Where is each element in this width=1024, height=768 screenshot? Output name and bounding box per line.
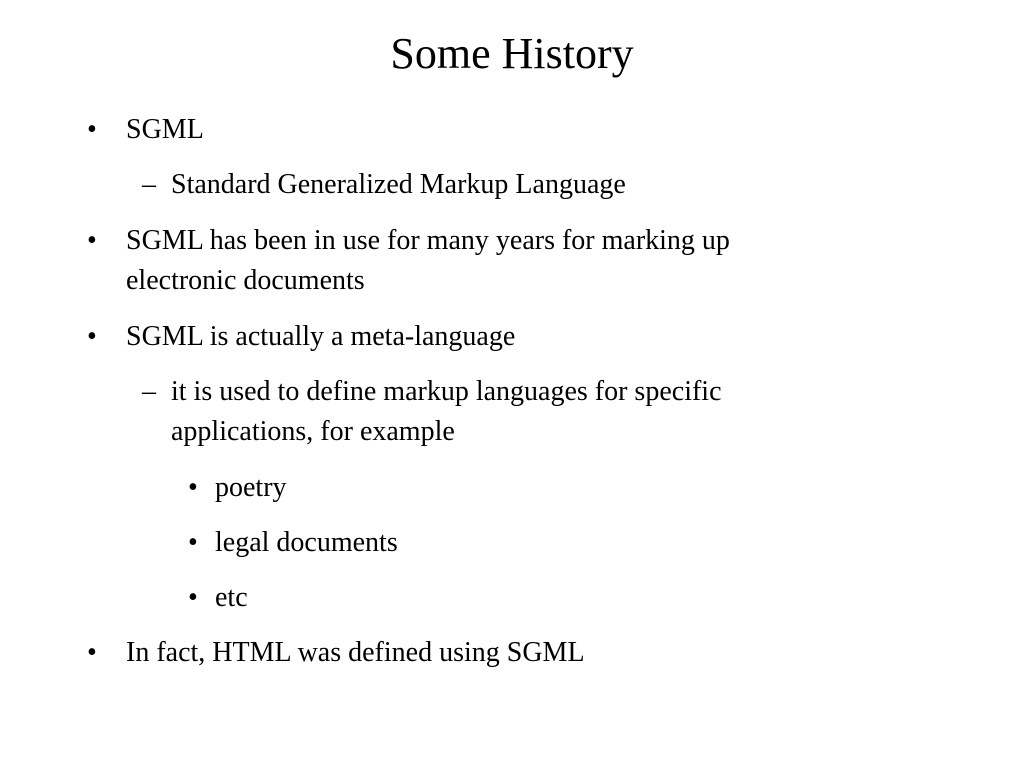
sub-item-text: Standard Generalized Markup Language <box>171 169 626 200</box>
sub-item-text-line: applications, for example <box>171 416 455 447</box>
sub-sub-item-text: poetry <box>215 472 287 503</box>
bullet-icon: • <box>87 321 97 352</box>
bullet-icon: • <box>188 472 198 503</box>
bullet-icon: • <box>188 582 198 613</box>
sub-item-text-line: it is used to define markup languages for specific <box>171 376 722 407</box>
bullet-text-line: electronic documents <box>126 265 365 296</box>
bullet-text: SGML is actually a meta-language <box>126 321 516 352</box>
bullet-icon: • <box>87 637 97 668</box>
bullet-icon: • <box>87 114 97 145</box>
bullet-text: SGML <box>126 114 204 145</box>
bullet-text-line: SGML has been in use for many years for marking up <box>126 225 730 256</box>
bullet-text <box>126 221 906 301</box>
sub-item-text <box>171 372 871 452</box>
dash-icon: – <box>142 376 156 407</box>
dash-icon: – <box>142 169 156 200</box>
bullet-icon: • <box>188 527 198 558</box>
sub-sub-item-text: legal documents <box>215 527 398 558</box>
bullet-text: In fact, HTML was defined using SGML <box>126 637 585 668</box>
sub-sub-item-text: etc <box>215 582 248 613</box>
slide-title: Some History <box>390 29 634 78</box>
bullet-icon: • <box>87 225 97 256</box>
